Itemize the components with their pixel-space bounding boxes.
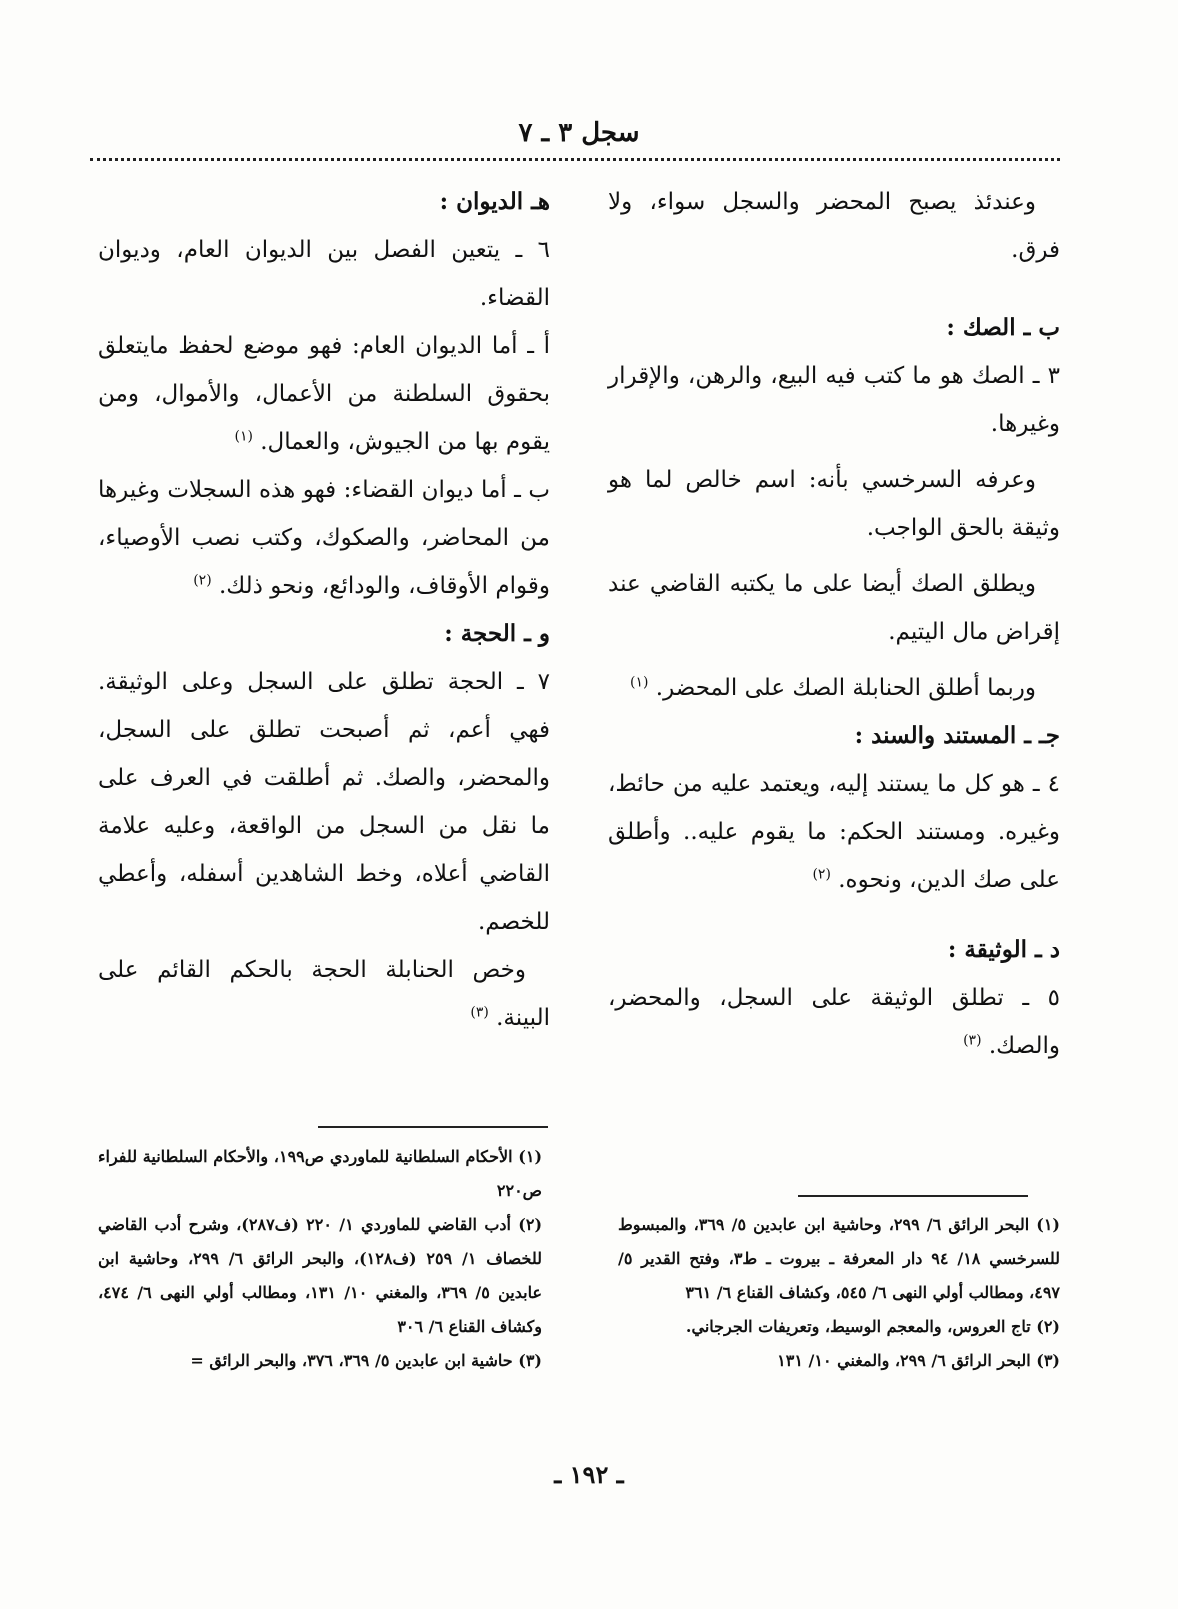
- paragraph: [608, 760, 1060, 904]
- paragraph: ٣ ـ الصك هو ما كتب فيه البيع، والرهن، والإقرار وغيرها.: [608, 363, 1060, 437]
- footnote: (٢) تاج العروس، والمعجم الوسيط، وتعريفات الجرجاني.: [685, 1317, 1060, 1336]
- header-dotted-rule: [90, 158, 1060, 161]
- footnote-divider-left: [318, 1126, 548, 1128]
- left-column: [98, 178, 550, 1042]
- footnote: (١) البحر الرائق ٦/ ٢٩٩، وحاشية ابن عابدين ٥/ ٣٦٩، والمبسوط للسرخسي ١٨/ ٩٤ دار المعرفة ـ بيروت ـ ط٣، وفتح القدير ٥/ ٤٩٧، ومطالب أولي النهى ٦/ ٥٤٥، وكشاف القناع ٦/ ٣٦١: [618, 1215, 1061, 1302]
- footnote-ref: (١): [234, 428, 253, 445]
- paragraph: [98, 946, 550, 1042]
- paragraph: [608, 974, 1060, 1070]
- page-header: سجل ٣ ـ ٧: [518, 118, 640, 148]
- section-heading-w: و ـ الحجة :: [444, 620, 550, 647]
- footnote: (٣) البحر الرائق ٦/ ٢٩٩، والمغني ١٠/ ١٣١: [777, 1351, 1060, 1370]
- page-number: ـ ١٩٢ ـ: [554, 1460, 624, 1489]
- footnote-ref: (٢): [193, 572, 212, 589]
- paragraph: [98, 322, 550, 466]
- paragraph-text: وربما أطلق الحنابلة الصك على المحضر.: [655, 675, 1036, 701]
- paragraph: وعرفه السرخسي بأنه: اسم خالص لما هو وثيقة بالحق الواجب.: [608, 467, 1060, 541]
- footnote-divider-right: [798, 1195, 1028, 1197]
- paragraph: ٦ ـ يتعين الفصل بين الديوان العام، وديوان القضاء.: [98, 237, 550, 311]
- section-heading-j: جـ ـ المستند والسند :: [854, 722, 1060, 749]
- paragraph-text: أ ـ أما الديوان العام: فهو موضع لحفظ مايتعلق بحقوق السلطنة من الأعمال، والأموال، ومن يقوم بها من الجيوش، والعمال.: [98, 333, 550, 455]
- paragraph: ٧ ـ الحجة تطلق على السجل وعلى الوثيقة. فهي أعم، ثم أصبحت تطلق على السجل، والمحضر، والصك. ثم أطلقت في العرف على ما نقل من السجل من الواقعة، وعليه علامة القاضي أعلاه، وخط الشاهدين أسفله، وأعطي للخصم.: [98, 669, 550, 935]
- footnote: (٢) أدب القاضي للماوردي ١/ ٢٢٠ (ف٢٨٧)، وشرح أدب القاضي للخصاف ١/ ٢٥٩ (ف١٢٨)، والبحر الرائق ٦/ ٢٩٩، وحاشية ابن عابدين ٥/ ٣٦٩، والمغني ١٠/ ١٣١، ومطالب أولي النهى ٦/ ٤٧٤، وكشاف القناع ٦/ ٣٠٦: [98, 1215, 543, 1336]
- footnotes-right: [618, 1208, 1060, 1378]
- footnote-ref: (٣): [470, 1004, 489, 1021]
- paragraph-text: ب ـ أما ديوان القضاء: فهو هذه السجلات وغيرها من المحاضر، والصكوك، وكتب نصب الأوصياء، وقوام الأوقاف، والودائع، ونحو ذلك.: [98, 477, 550, 599]
- footnote-ref: (٣): [963, 1032, 982, 1049]
- footnotes-left: [98, 1140, 542, 1378]
- section-heading-b: ب ـ الصك :: [946, 314, 1060, 341]
- paragraph: ويطلق الصك أيضا على ما يكتبه القاضي عند إقراض مال اليتيم.: [608, 571, 1060, 645]
- footnote-ref: (١): [629, 674, 649, 691]
- paragraph-text: ٥ ـ تطلق الوثيقة على السجل، والمحضر، والصك.: [608, 985, 1060, 1059]
- section-heading-h: هـ الديوان :: [439, 188, 550, 215]
- paragraph: وعندئذ يصبح المحضر والسجل سواء، ولا فرق.: [608, 189, 1060, 263]
- footnote-ref: (٢): [812, 866, 831, 883]
- paragraph-text: ٤ ـ هو كل ما يستند إليه، ويعتمد عليه من حائط، وغيره. ومستند الحكم: ما يقوم عليه.. وأطلق على صك الدين، ونحوه.: [608, 771, 1060, 893]
- section-heading-d: د ـ الوثيقة :: [947, 936, 1060, 963]
- paragraph: [608, 664, 1060, 712]
- right-column: [608, 178, 1060, 1070]
- paragraph-text: وخص الحنابلة الحجة بالحكم القائم على البينة.: [98, 957, 550, 1031]
- footnote: (٣) حاشية ابن عابدين ٥/ ٣٦٩، ٣٧٦، والبحر الرائق =: [190, 1351, 542, 1370]
- paragraph: [98, 466, 550, 610]
- footnote: (١) الأحكام السلطانية للماوردي ص١٩٩، والأحكام السلطانية للفراء ص٢٢٠: [98, 1147, 543, 1200]
